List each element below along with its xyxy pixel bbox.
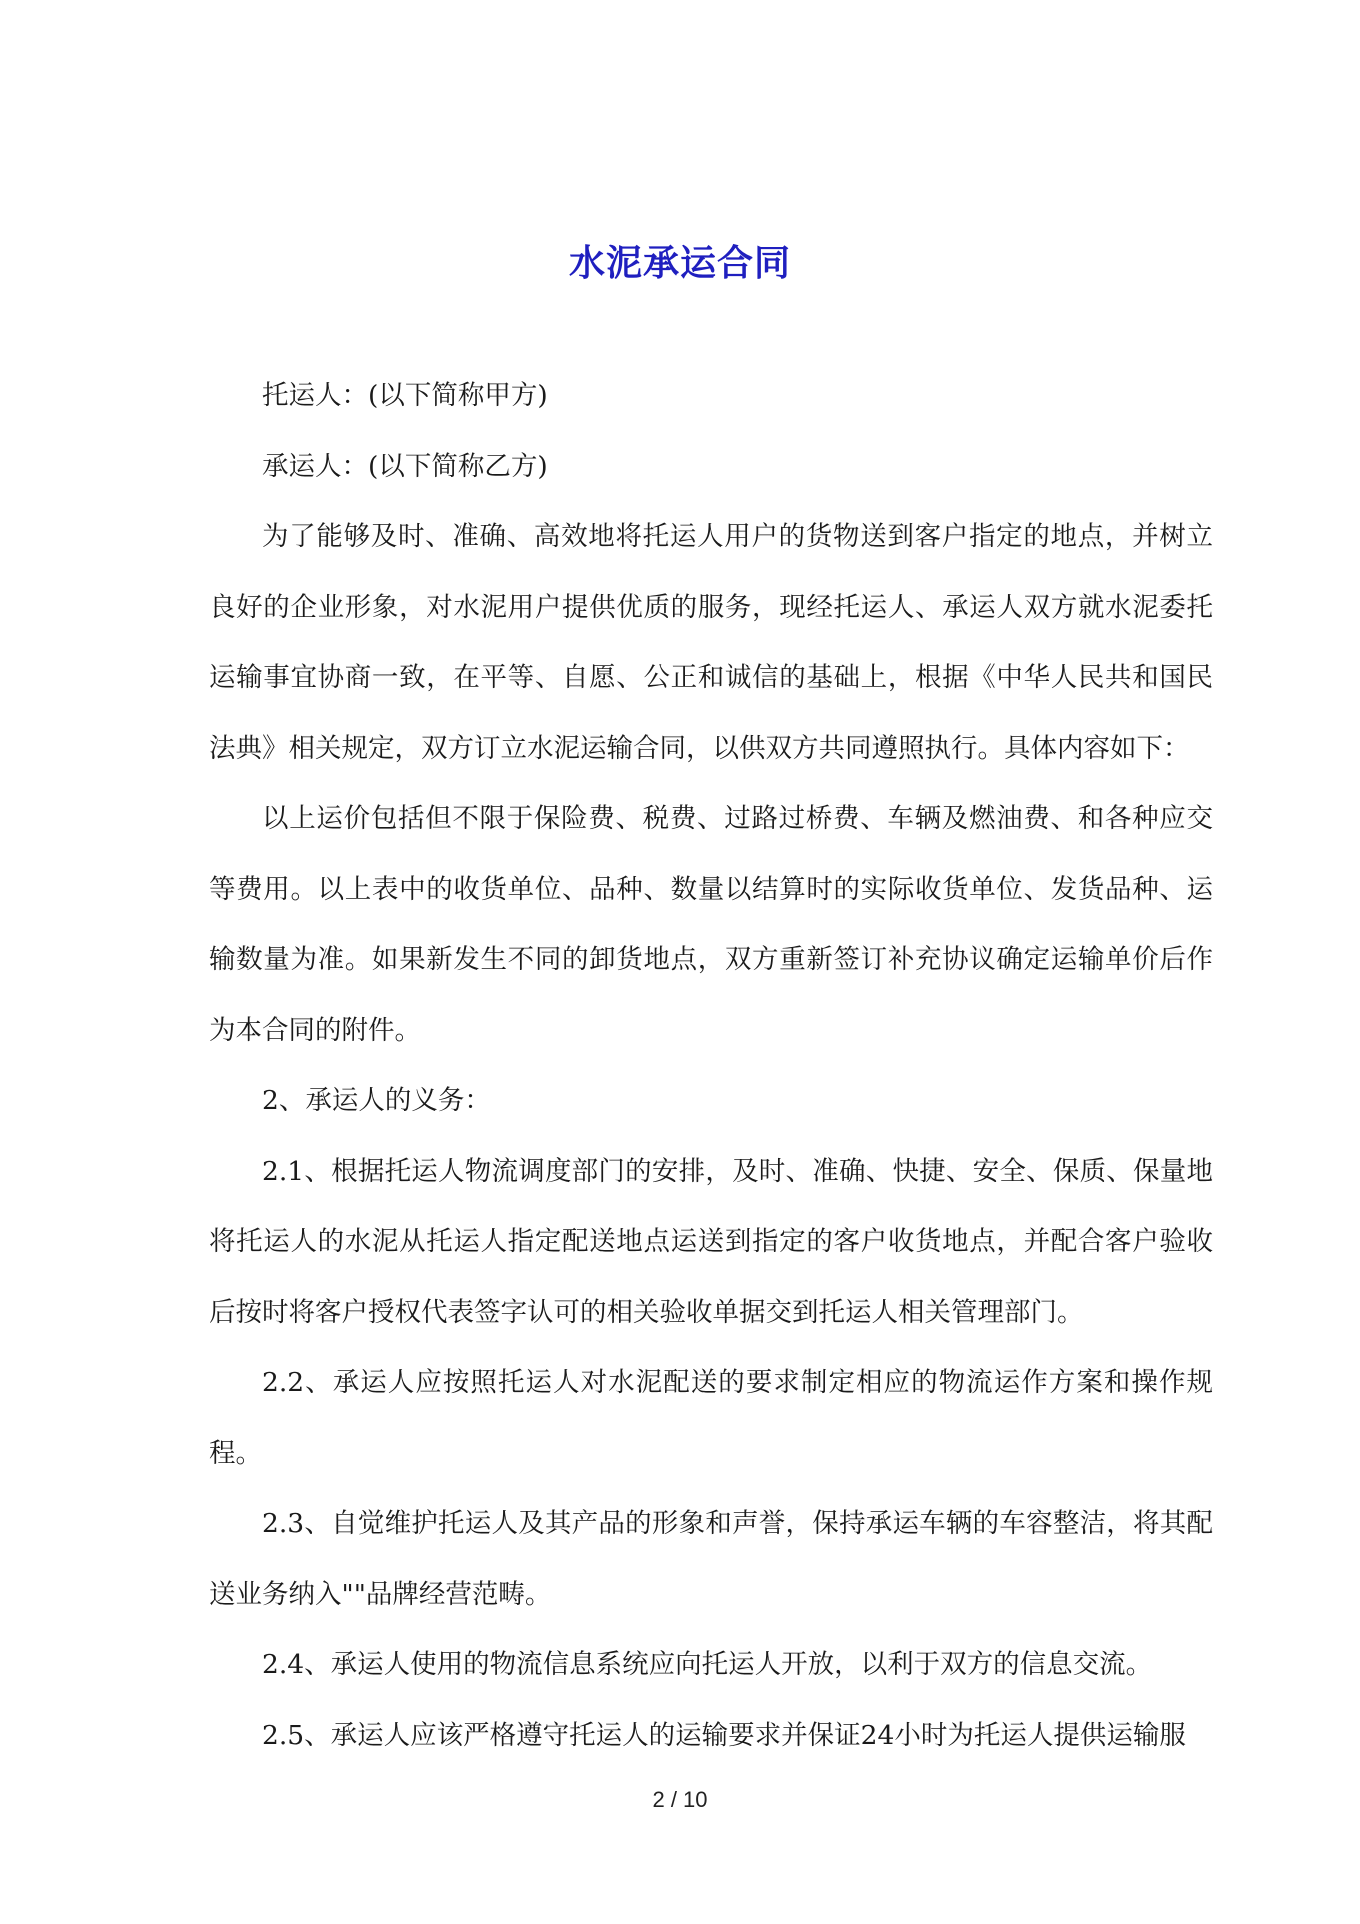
paragraph-preamble: 为了能够及时、准确、高效地将托运人用户的货物送到客户指定的地点，并树立良好的企业形象，对水泥用户提供优质的服务，现经托运人、承运人双方就水泥委托运输事宜协商一致，在平等、自愿、公正和诚信的基础上，根据《中华人民共和国民法典》相关规定，双方订立水泥运输合同，以供双方共同遵照执行。具体内容如下：	[209, 521, 1213, 764]
clause-2-1: 2.1、根据托运人物流调度部门的安排，及时、准确、快捷、安全、保质、保量地将托运人的水泥从托运人指定配送地点运送到指定的客户收货地点，并配合客户验收后按时将客户授权代表签字认可的相关验收单据交到托运人相关管理部门。	[209, 1155, 1213, 1328]
clause-2-3: 2.3、自觉维护托运人及其产品的形象和声誉，保持承运车辆的车容整洁，将其配送业务纳入""品牌经营范畴。	[209, 1508, 1213, 1610]
document-title: 水泥承运合同	[568, 243, 791, 285]
clause-2-2: 2.2、承运人应按照托运人对水泥配送的要求制定相应的物流运作方案和操作规程。	[209, 1367, 1213, 1469]
document-body	[209, 361, 1213, 1771]
section-heading-carrier-obligations: 2、承运人的义务：	[262, 1085, 491, 1116]
clause-2-4: 2.4、承运人使用的物流信息系统应向托运人开放，以利于双方的信息交流。	[262, 1649, 1153, 1680]
clause-2-5: 2.5、承运人应该严格遵守托运人的运输要求并保证24小时为托运人提供运输服	[262, 1719, 1186, 1751]
paragraph-freight-terms: 以上运价包括但不限于保险费、税费、过路过桥费、车辆及燃油费、和各种应交等费用。以上表中的收货单位、品种、数量以结算时的实际收货单位、发货品种、运输数量为准。如果新发生不同的卸货地点，双方重新签订补充协议确定运输单价后作为本合同的附件。	[209, 803, 1213, 1046]
page-number: 2 / 10	[652, 1787, 708, 1812]
paragraph-shipper: 托运人：(以下简称甲方)	[262, 380, 548, 411]
paragraph-carrier: 承运人：(以下简称乙方)	[262, 450, 548, 482]
